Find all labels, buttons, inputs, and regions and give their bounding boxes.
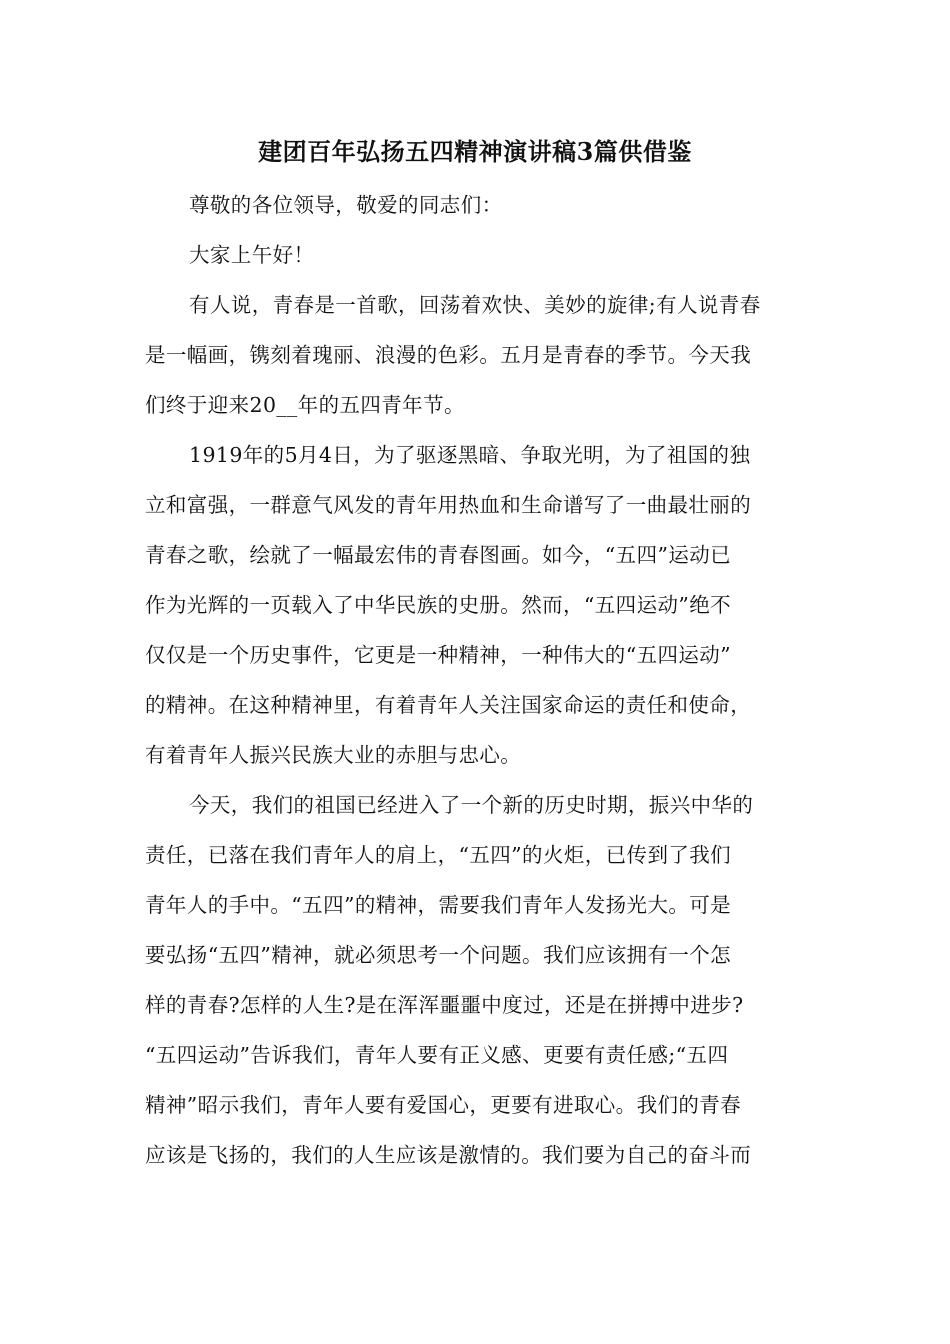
paragraph-line: 1919年的5月4日，为了驱逐黑暗、争取光明，为了祖国的独 — [189, 443, 751, 467]
paragraph-line: 有着青年人振兴民族大业的赤胆与忠心。 — [145, 743, 522, 767]
paragraph-line: “五四运动”告诉我们，青年人要有正义感、更要有责任感;“五四 — [145, 1043, 729, 1067]
paragraph-line: 是一幅画，镌刻着瑰丽、浪漫的色彩。五月是青春的季节。今天我 — [145, 343, 752, 367]
paragraph-line: 立和富强，一群意气风发的青年用热血和生命谱写了一曲最壮丽的 — [145, 493, 752, 517]
paragraph-line: 精神”昭示我们，青年人要有爱国心，更要有进取心。我们的青春 — [145, 1093, 742, 1117]
paragraph-line: 样的青春?怎样的人生?是在浑浑噩噩中度过，还是在拼搏中进步? — [145, 993, 744, 1017]
paragraph-line: 应该是飞扬的，我们的人生应该是激情的。我们要为自己的奋斗而 — [145, 1143, 752, 1167]
paragraph-line: 作为光辉的一页载入了中华民族的史册。然而，“五四运动”绝不 — [145, 593, 732, 617]
paragraph-line: 青春之歌，绘就了一幅最宏伟的青春图画。如今，“五四”运动已 — [145, 543, 732, 567]
paragraph-line: 责任，已落在我们青年人的肩上，“五四”的火炬，已传到了我们 — [145, 843, 732, 867]
document-title: 建团百年弘扬五四精神演讲稿3篇供借鉴 — [258, 137, 692, 166]
salutation-line: 尊敬的各位领导，敬爱的同志们： — [189, 193, 503, 217]
paragraph-line: 要弘扬“五四”精神，就必须思考一个问题。我们应该拥有一个怎 — [145, 943, 732, 967]
greeting-line: 大家上午好！ — [189, 243, 315, 267]
paragraph-line: 今天，我们的祖国已经进入了一个新的历史时期，振兴中华的 — [189, 793, 754, 817]
paragraph-line: 的精神。在这种精神里，有着青年人关注国家命运的责任和使命， — [145, 693, 752, 717]
document-body — [145, 180, 805, 1180]
paragraph-line: 有人说，青春是一首歌，回荡着欢快、美妙的旋律;有人说青春 — [189, 293, 761, 317]
paragraph-line: 仅仅是一个历史事件，它更是一种精神，一种伟大的“五四运动” — [145, 643, 732, 667]
paragraph-line: 青年人的手中。“五四”的精神，需要我们青年人发扬光大。可是 — [145, 893, 732, 917]
paragraph-line: 们终于迎来20__年的五四青年节。 — [145, 393, 465, 417]
